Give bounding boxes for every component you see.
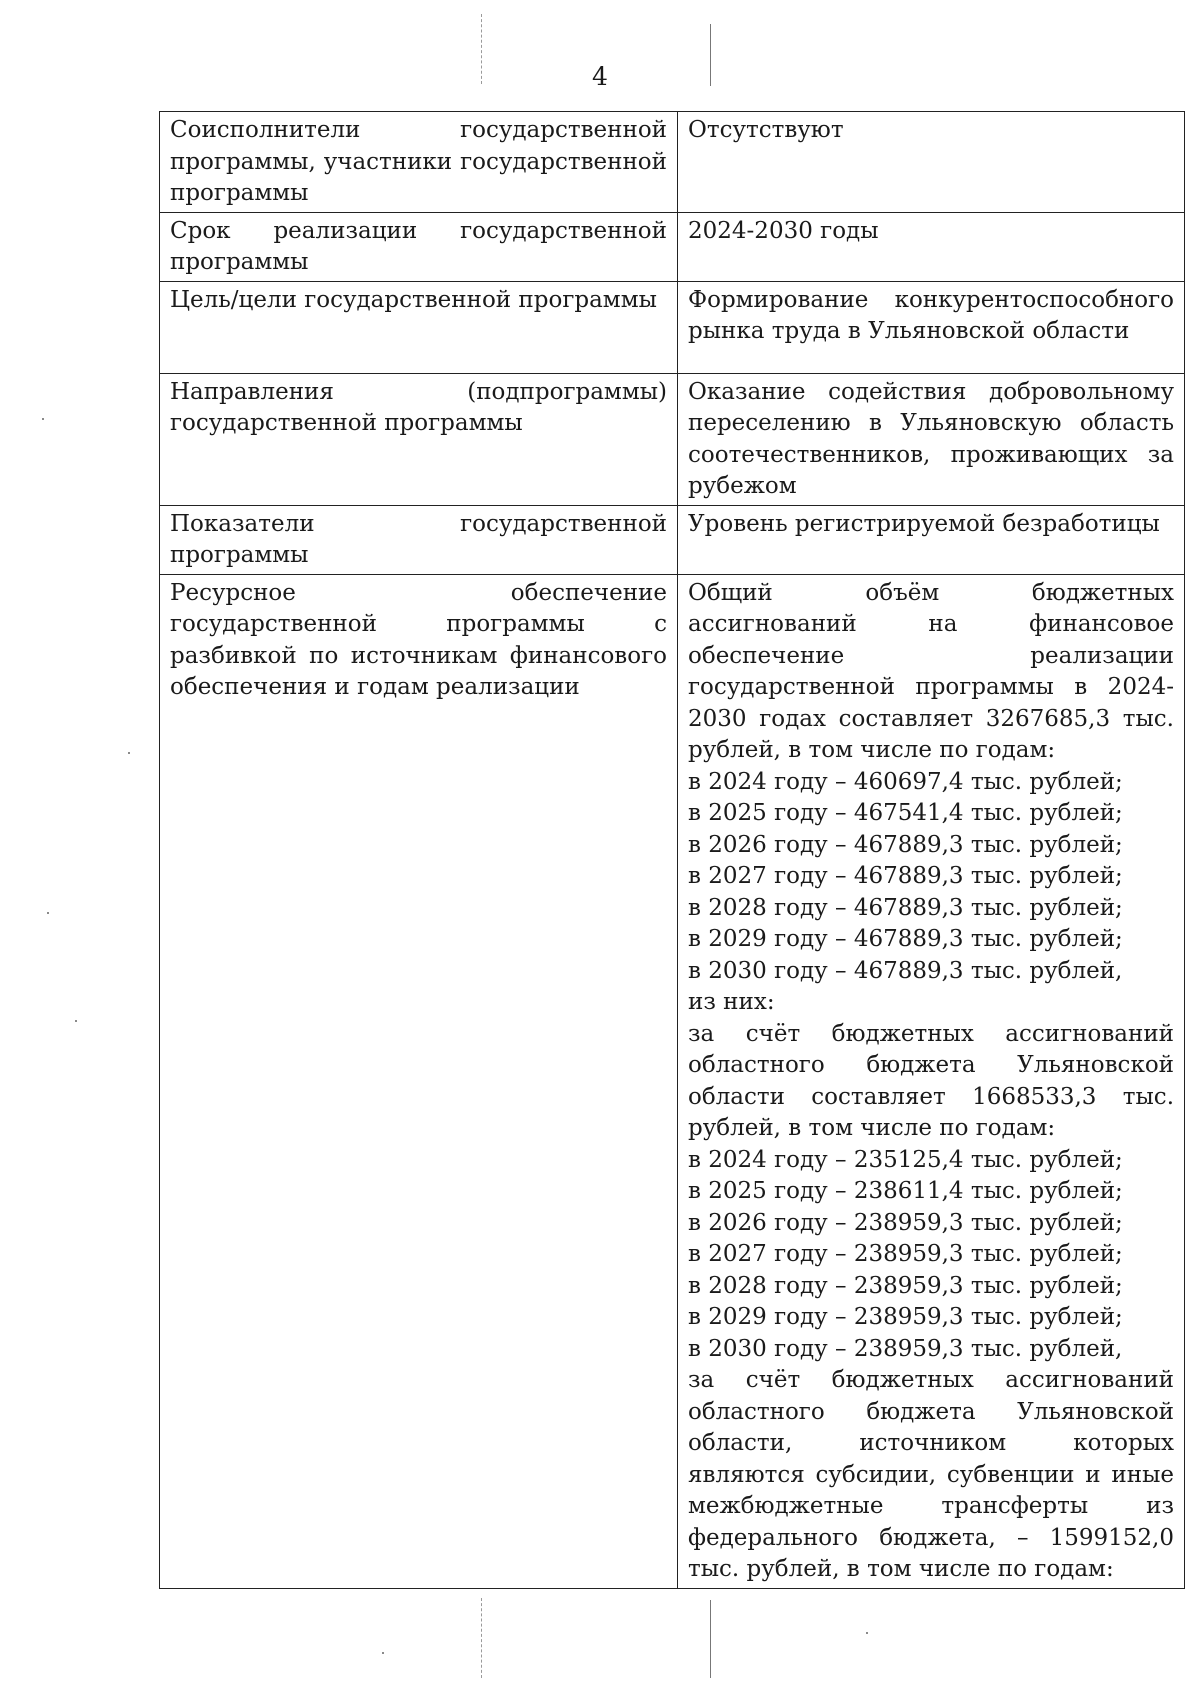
scan-speck [128,752,130,754]
scan-speck [75,1020,77,1022]
table-row [160,281,1185,373]
row-label-goals: Цель/цели государственной программы [160,281,678,373]
row-label-indicators: Показатели государственной программы [160,505,678,574]
total-2025: в 2025 году – 467541,4 тыс. рублей; [688,800,1123,826]
resources-total-intro: Общий объём бюджетных ассигнований на финансовое обеспечение реализации государственной программы в 2024-2030 годах составляет 3267685,3 тыс. рублей, в том числе по годам: [688,579,1174,763]
page-number: 4 [592,62,608,91]
row-value-term: 2024-2030 годы [678,212,1185,281]
table-row [160,112,1185,213]
table-row [160,373,1185,505]
of-them-label: из них: [688,989,775,1015]
regional-2030: в 2030 году – 238959,3 тыс. рублей, [688,1335,1123,1362]
total-2027: в 2027 году – 467889,3 тыс. рублей; [688,863,1123,889]
scan-mark-bottom-left [481,1598,482,1678]
program-passport-table [159,111,1185,1589]
table-row [160,212,1185,281]
row-value-directions: Оказание содействия добровольному переселению в Ульяновскую область соотечественников, проживающих за рубежом [678,373,1185,505]
row-value-goals: Формирование конкурентоспособного рынка труда в Ульяновской области [678,281,1185,373]
total-2026: в 2026 году – 467889,3 тыс. рублей; [688,831,1123,858]
regional-budget-intro: за счёт бюджетных ассигнований областного бюджета Ульяновской области составляет 1668533,3 тыс. рублей, в том числе по годам: [688,1020,1174,1141]
row-value-coexecutors: Отсутствуют [678,112,1185,213]
scan-speck [382,1652,384,1654]
table-row [160,574,1185,1588]
row-value-resources [678,574,1185,1588]
regional-2026: в 2026 году – 238959,3 тыс. рублей; [688,1209,1123,1236]
regional-2025: в 2025 году – 238611,4 тыс. рублей; [688,1178,1123,1204]
scan-speck [42,418,44,420]
total-2028: в 2028 году – 467889,3 тыс. рублей; [688,894,1123,921]
row-label-directions: Направления (подпрограммы) государственной программы [160,373,678,505]
total-2024: в 2024 году – 460697,4 тыс. рублей; [688,768,1123,795]
regional-2027: в 2027 году – 238959,3 тыс. рублей; [688,1241,1123,1267]
total-2029: в 2029 году – 467889,3 тыс. рублей; [688,926,1123,952]
row-label-coexecutors: Соисполнители государственной программы, участники государственной программы [160,112,678,213]
row-label-term: Срок реализации государственной программы [160,212,678,281]
total-2030: в 2030 году – 467889,3 тыс. рублей, [688,957,1123,984]
scan-speck [47,912,49,914]
row-label-resources: Ресурсное обеспечение государственной программы с разбивкой по источникам финансового обеспечения и годам реализации [160,574,678,1588]
federal-transfers-intro: за счёт бюджетных ассигнований областного бюджета Ульяновской области, источником которых являются субсидии, субвенции и иные межбюджетные трансферты из федерального бюджета, – 1599152,0 тыс. рублей, в том числе по годам: [688,1367,1174,1582]
regional-2024: в 2024 году – 235125,4 тыс. рублей; [688,1146,1123,1173]
row-value-indicators: Уровень регистрируемой безработицы [678,505,1185,574]
scan-speck [866,1632,868,1634]
regional-2029: в 2029 году – 238959,3 тыс. рублей; [688,1304,1123,1330]
table-row [160,505,1185,574]
regional-2028: в 2028 году – 238959,3 тыс. рублей; [688,1272,1123,1299]
scan-mark-bottom-right [710,1600,711,1678]
